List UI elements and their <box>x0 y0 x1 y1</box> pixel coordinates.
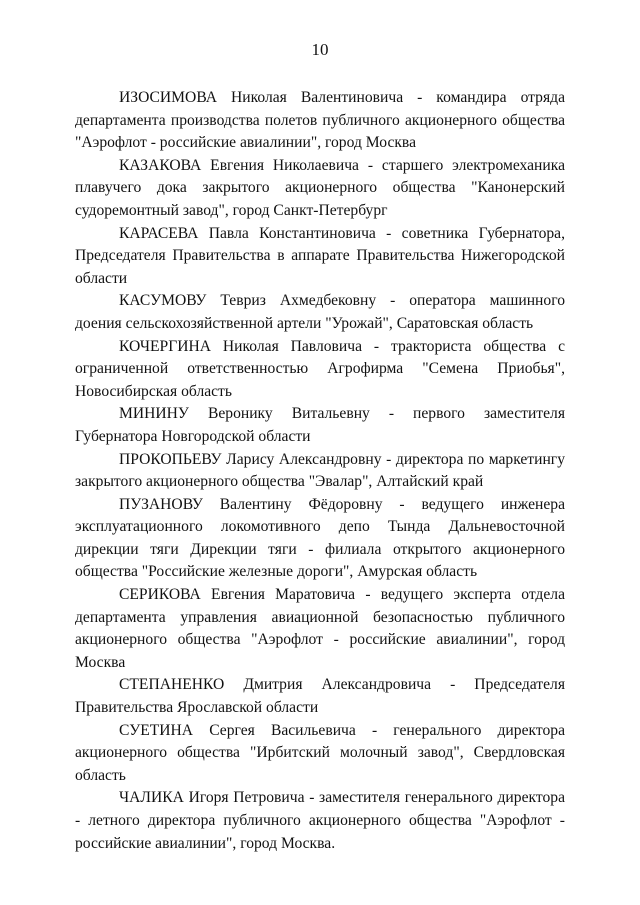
award-entry: СТЕПАНЕНКО Дмитрия Александровича - Председателя Правительства Ярославской области <box>75 676 565 717</box>
page-number: 10 <box>311 40 329 59</box>
award-entry: СЕРИКОВА Евгения Маратовича - ведущего эксперта отдела департамента управления авиационной безопасностью публичного акционерного общества "Аэрофлот - российские авиалинии", город Москва <box>75 586 565 671</box>
award-entry: КОЧЕРГИНА Николая Павловича - тракториста общества с ограниченной ответственностью Агрофирма "Семена Приобья", Новосибирская область <box>75 337 565 400</box>
award-entry: СУЕТИНА Сергея Васильевича - генерального директора акционерного общества "Ирбитский молочный завод", Свердловская область <box>75 721 565 784</box>
award-entry: КАСУМОВУ Тевриз Ахмедбековну - оператора машинного доения сельскохозяйственной артели "Урожай", Саратовская область <box>75 292 565 332</box>
award-entry: КАЗАКОВА Евгения Николаевича - старшего электромеханика плавучего дока закрытого акционерного общества "Канонерский судоремонтный завод", город Санкт-Петербург <box>75 156 565 219</box>
award-list <box>75 87 565 855</box>
award-entry: ИЗОСИМОВА Николая Валентиновича - командира отряда департамента производства полетов публичного акционерного общества "Аэрофлот - российские авиалинии", город Москва <box>75 89 565 152</box>
award-entry: ПРОКОПЬЕВУ Ларису Александровну - директора по маркетингу закрытого акционерного общества "Эвалар", Алтайский край <box>75 450 565 491</box>
award-entry: ПУЗАНОВУ Валентину Фёдоровну - ведущего инженера эксплуатационного локомотивного депо Тында Дальневосточной дирекции тяги Дирекции тяги - филиала открытого акционерного общества "Российские железные дороги", Амурская область <box>75 495 565 581</box>
award-entry: ЧАЛИКА Игоря Петровича - заместителя генерального директора - летного директора публичного акционерного общества "Аэрофлот - российские авиалинии", город Москва. <box>75 789 565 852</box>
award-entry: КАРАСЕВА Павла Константиновича - советника Губернатора, Председателя Правительства в аппарате Правительства Нижегородской области <box>75 224 565 287</box>
award-entry: МИНИНУ Веронику Витальевну - первого заместителя Губернатора Новгородской области <box>75 405 565 445</box>
